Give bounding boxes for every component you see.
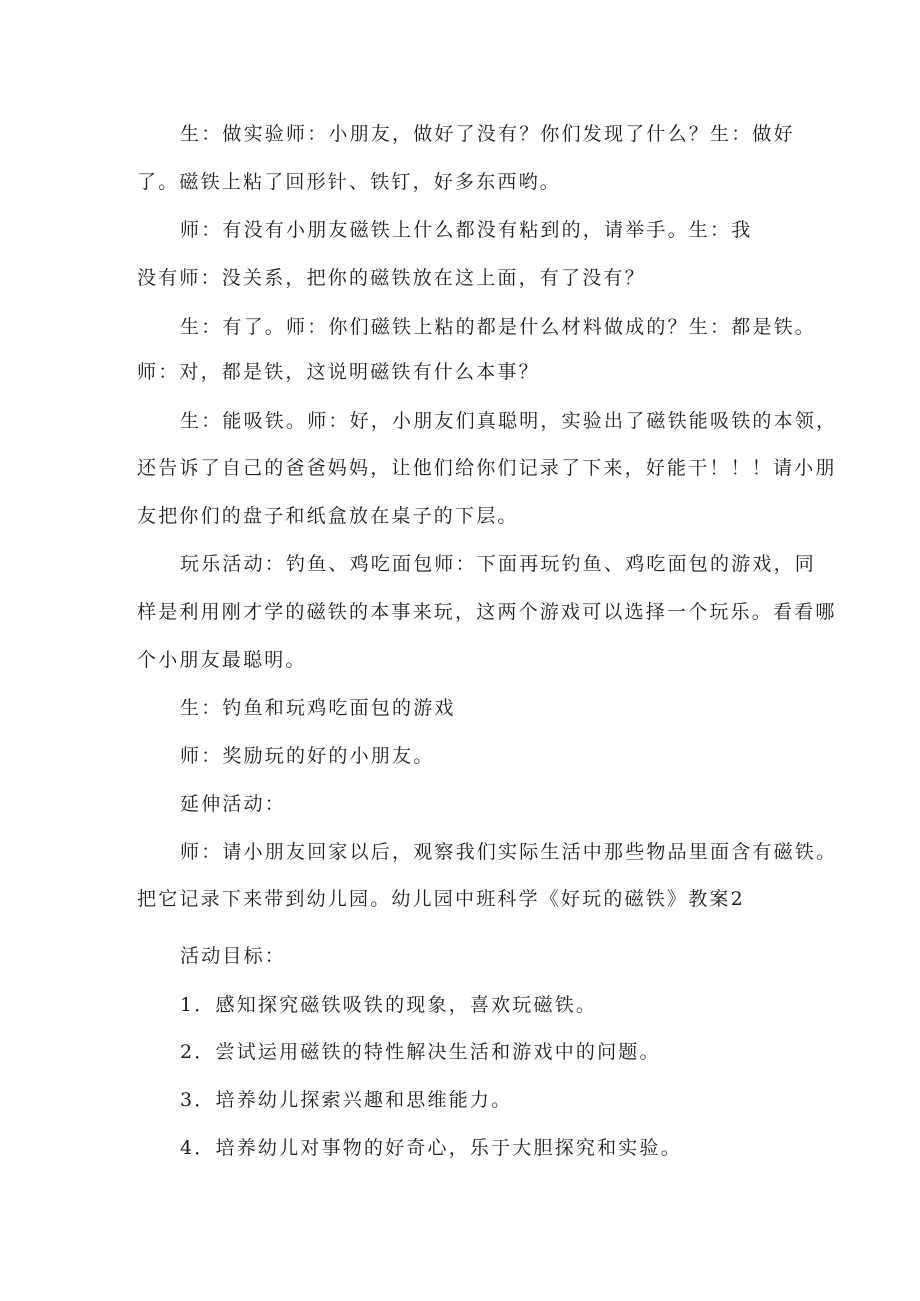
text-line: 生：钓鱼和玩鸡吃面包的游戏 xyxy=(180,697,456,719)
text-line: 师：请小朋友回家以后，观察我们实际生活中那些物品里面含有磁铁。 xyxy=(180,841,838,863)
text-line: 玩乐活动：钓鱼、鸡吃面包师：下面再玩钓鱼、鸡吃面包的游戏，同 xyxy=(180,553,817,575)
text-line: 把它记录下来带到幼儿园。幼儿园中班科学《好玩的磁铁》教案2 xyxy=(137,888,745,910)
list-item: 1．感知探究磁铁吸铁的现象，喜欢玩磁铁。 xyxy=(180,994,598,1016)
text-line: 生：有了。师：你们磁铁上粘的都是什么材料做成的？生：都是铁。 xyxy=(180,316,817,338)
text-line: 没有师：没关系，把你的磁铁放在这上面，有了没有？ xyxy=(137,267,646,289)
text-line: 延伸活动： xyxy=(180,793,287,815)
text-line: 了。磁铁上粘了回形针、铁钉，好多东西哟。 xyxy=(137,171,562,193)
text-line: 还告诉了自己的爸爸妈妈，让他们给你们记录了下来，好能干！！！请小朋 xyxy=(137,457,837,479)
text-line: 样是利用刚才学的磁铁的本事来玩，这两个游戏可以选择一个玩乐。看看哪 xyxy=(137,601,837,623)
list-item: 2．尝试运用磁铁的特性解决生活和游戏中的问题。 xyxy=(180,1041,661,1063)
list-item: 4．培养幼儿对事物的好奇心，乐于大胆探究和实验。 xyxy=(180,1137,682,1159)
text-line: 师：奖励玩的好的小朋友。 xyxy=(180,745,435,767)
text-line: 生：能吸铁。师：好，小朋友们真聪明，实验出了磁铁能吸铁的本领， xyxy=(180,410,838,432)
text-line: 活动目标： xyxy=(180,945,287,967)
text-line: 生：做实验师：小朋友，做好了没有？你们发现了什么？生：做好 xyxy=(180,123,795,145)
text-line: 师：有没有小朋友磁铁上什么都没有粘到的，请举手。生：我 xyxy=(180,219,753,241)
list-item: 3．培养幼儿探索兴趣和思维能力。 xyxy=(180,1089,513,1111)
text-line: 友把你们的盘子和纸盒放在桌子的下层。 xyxy=(137,505,519,527)
text-line: 师：对，都是铁，这说明磁铁有什么本事？ xyxy=(137,361,540,383)
text-line: 个小朋友最聪明。 xyxy=(137,649,307,671)
